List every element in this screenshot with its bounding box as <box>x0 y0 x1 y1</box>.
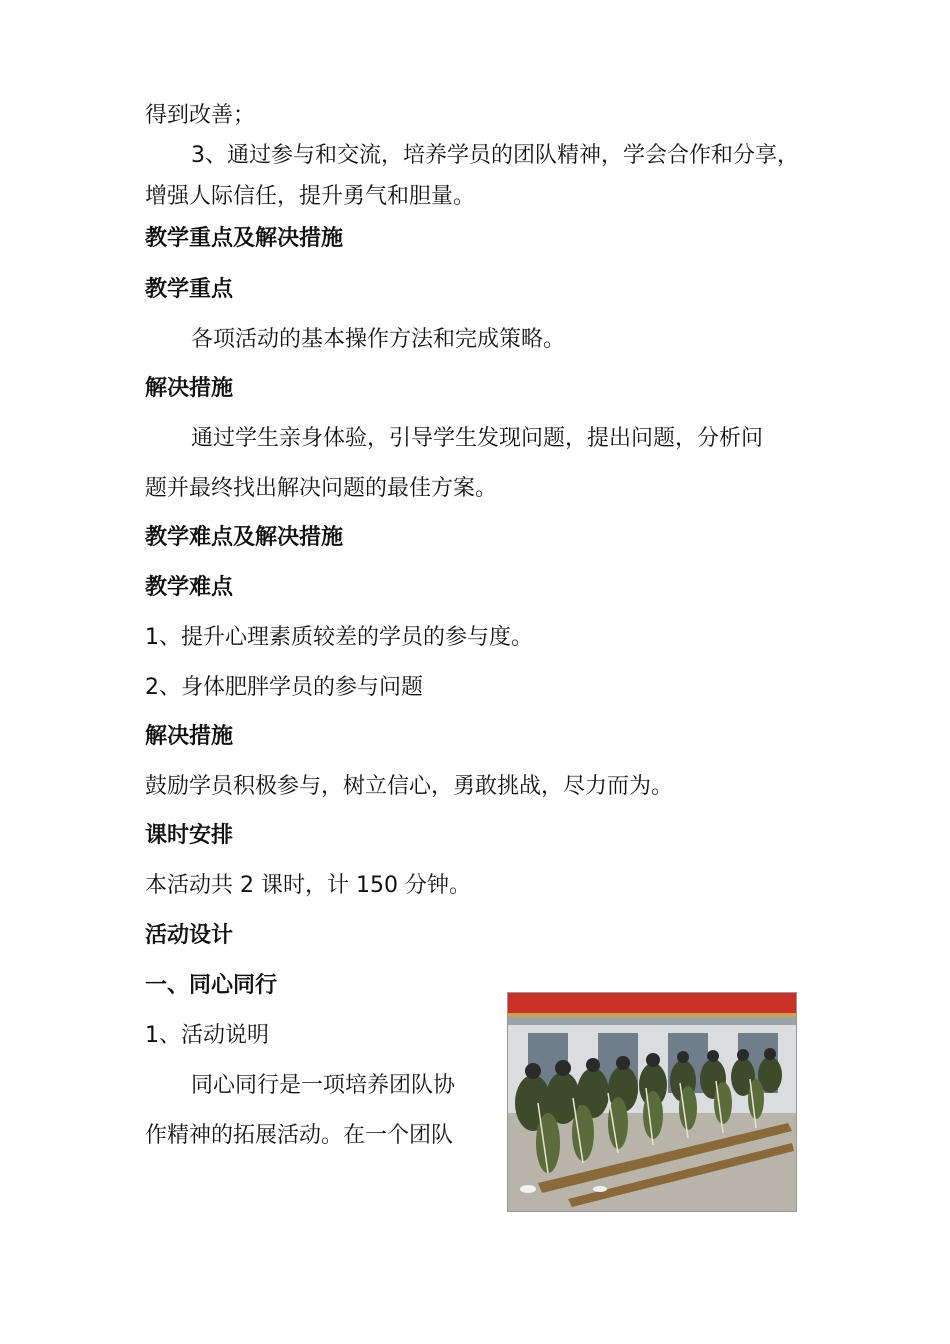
list-item: 1、提升心理素质较差的学员的参与度。 <box>145 625 533 650</box>
body-text-line: 得到改善； <box>145 103 256 128</box>
body-text-line: 通过学生亲身体验，引导学生发现问题，提出问题，分析问 <box>191 426 764 451</box>
subsection-heading: 解决措施 <box>145 376 234 401</box>
activity-photo <box>507 992 797 1212</box>
subsection-heading: 教学难点 <box>145 575 234 600</box>
subsection-heading: 解决措施 <box>145 724 234 749</box>
activity-heading: 一、同心同行 <box>145 973 278 998</box>
list-item: 2、身体肥胖学员的参与问题 <box>145 675 423 700</box>
body-text-line: 增强人际信任，提升勇气和胆量。 <box>145 184 476 209</box>
list-item: 1、活动说明 <box>145 1023 269 1048</box>
body-text-line: 同心同行是一项培养团队协 <box>191 1073 456 1098</box>
body-text-line: 各项活动的基本操作方法和完成策略。 <box>191 327 566 352</box>
body-text-line: 3、通过参与和交流，培养学员的团队精神，学会合作和分享， <box>191 143 799 168</box>
section-heading: 教学重点及解决措施 <box>145 226 344 251</box>
section-heading: 活动设计 <box>145 923 234 948</box>
section-heading: 教学难点及解决措施 <box>145 525 344 550</box>
activity-photo-illustration <box>508 993 796 1211</box>
body-text-line: 题并最终找出解决问题的最佳方案。 <box>145 476 498 501</box>
body-text-line: 作精神的拓展活动。在一个团队 <box>145 1123 454 1148</box>
body-text-line: 本活动共 2 课时，计 150 分钟。 <box>145 873 471 898</box>
body-text-line: 鼓励学员积极参与，树立信心，勇敢挑战，尽力而为。 <box>145 774 674 799</box>
subsection-heading: 教学重点 <box>145 277 234 302</box>
section-heading: 课时安排 <box>145 823 234 848</box>
